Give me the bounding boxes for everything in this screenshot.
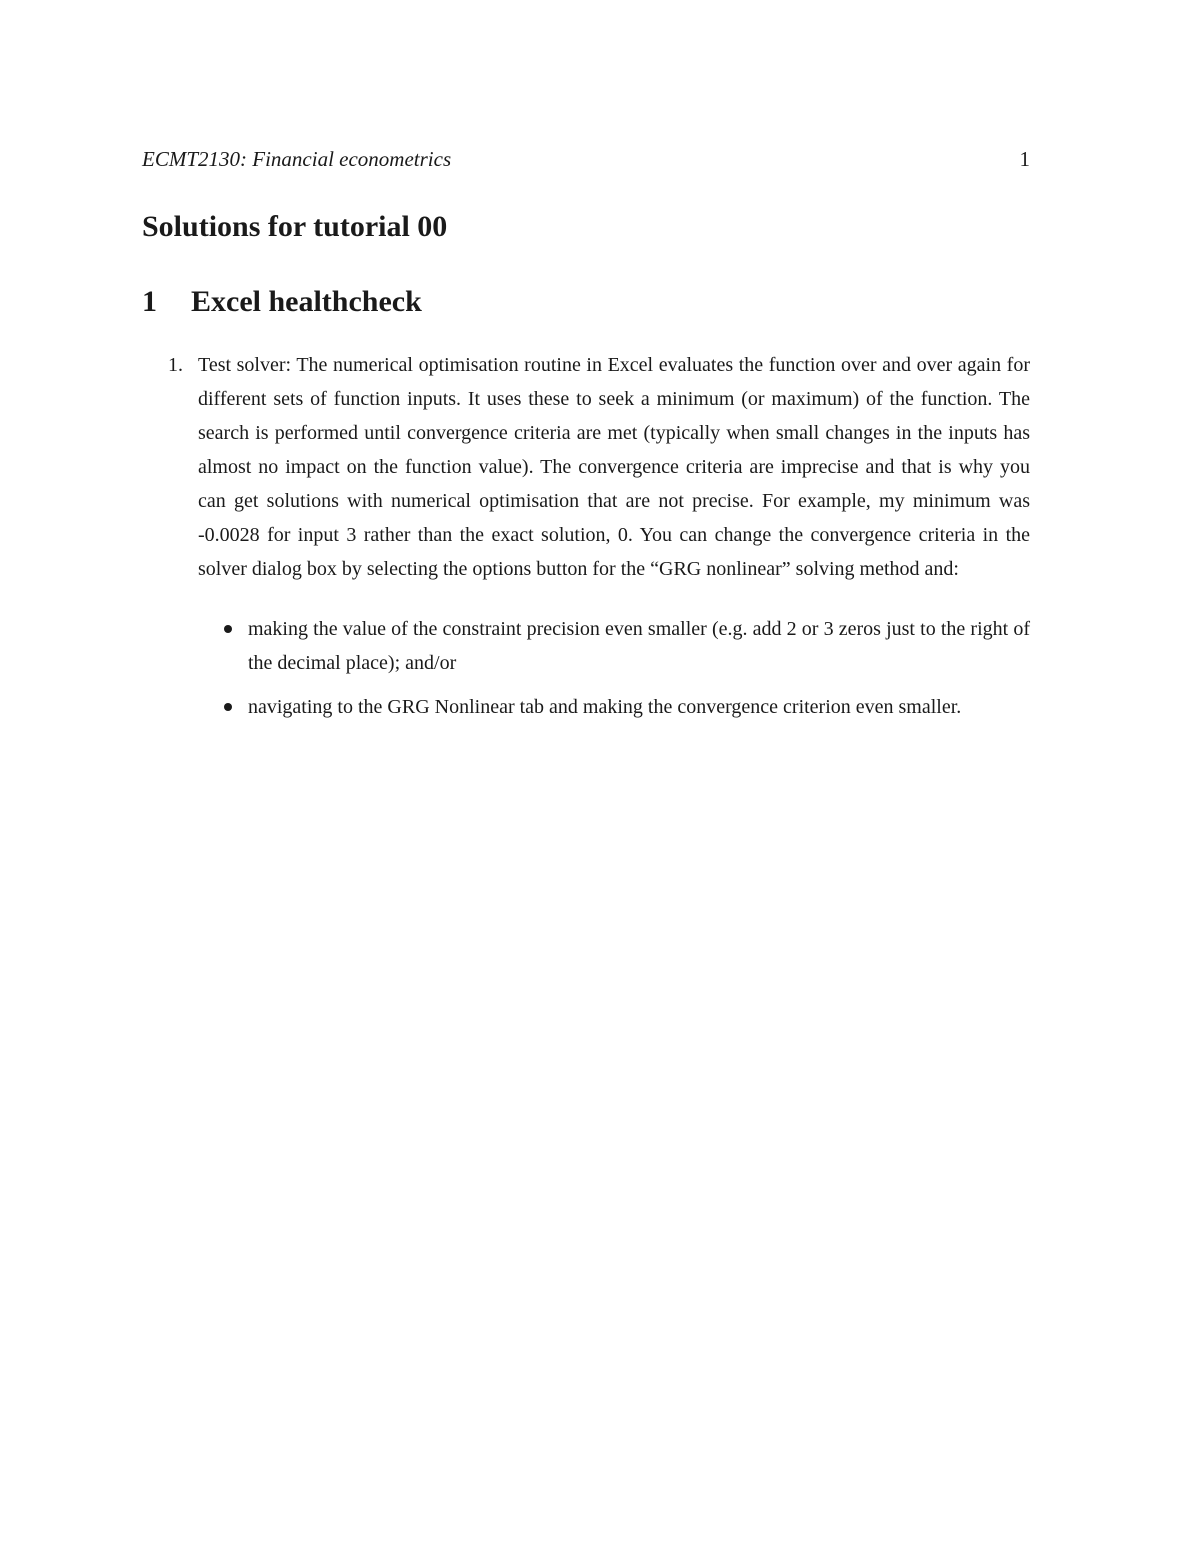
document-title: Solutions for tutorial 00	[142, 210, 448, 243]
list-item-text: Test solver: The numerical optimisation routine in Excel evaluates the function over and over again for different sets of function inputs. It uses these to seek a minimum (or maximum) of the function. The search is performed until convergence criteria are met (typically when small changes in the inputs has almost no impact on the function value). The convergence criteria are imprecise and that is why you can get solutions with numerical optimisation that are not precise. For example, my minimum was -0.0028 for input 3 rather than the exact solution, 0. You can change the convergence criteria in the solver dialog box by selecting the options button for the “GRG nonlinear” solving method and:	[198, 354, 1030, 580]
page-number: 1	[1019, 147, 1030, 171]
bullet-text: navigating to the GRG Nonlinear tab and making the convergence criterion even smaller.	[248, 696, 962, 718]
section-content	[142, 348, 1030, 734]
bullet-icon	[224, 625, 232, 633]
bullet-list	[198, 612, 1030, 724]
list-item-number: 1.	[168, 354, 183, 376]
bullet-item	[248, 612, 1030, 680]
section-number: 1	[142, 285, 157, 318]
course-title: ECMT2130: Financial econometrics	[142, 147, 452, 171]
bullet-item	[248, 690, 1030, 724]
section-heading	[142, 281, 422, 323]
list-item	[142, 348, 1030, 724]
bullet-icon	[224, 703, 232, 711]
running-header	[142, 144, 1030, 174]
bullet-text: making the value of the constraint precision even smaller (e.g. add 2 or 3 zeros just to the right of the decimal place); and/or	[248, 618, 1030, 674]
section-title: Excel healthcheck	[191, 285, 422, 318]
